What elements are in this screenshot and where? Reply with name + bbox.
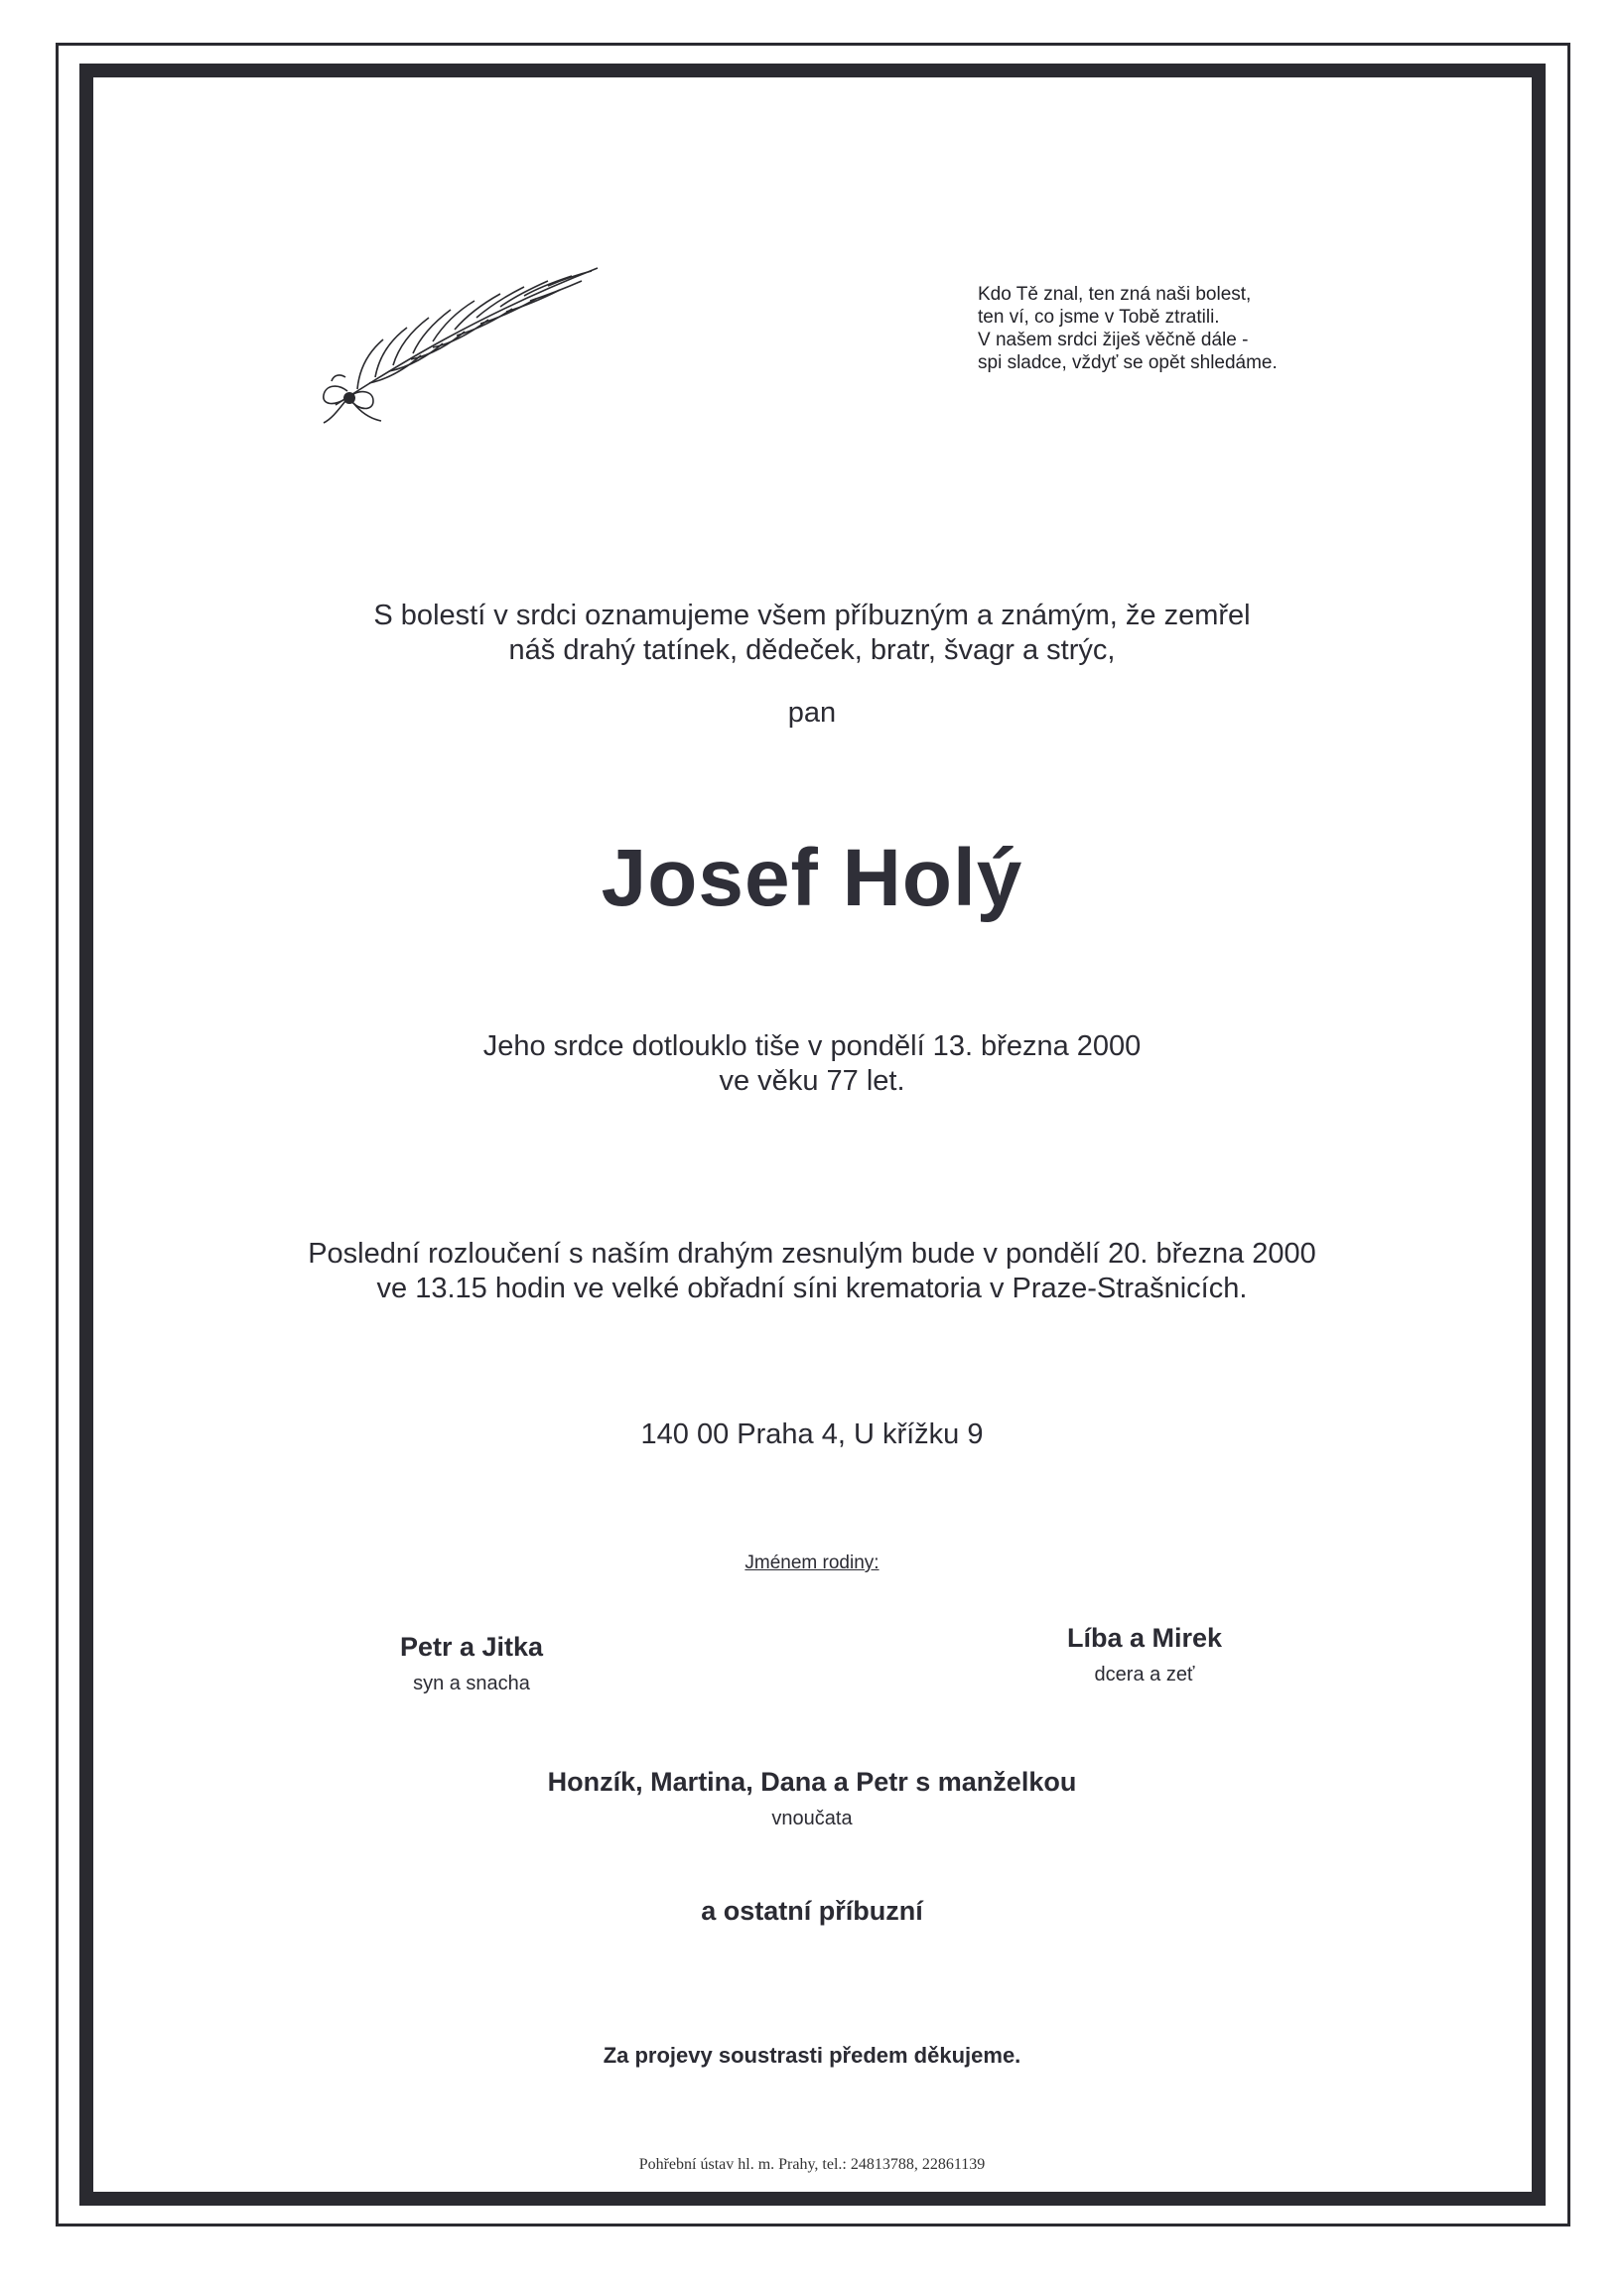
mourner-daughter — [1006, 1623, 1284, 1686]
death-line: ve věku 77 let. — [719, 1065, 905, 1097]
intro-line: S bolestí v srdci oznamujeme všem příbuzným a známým, že zemřel — [373, 600, 1251, 631]
mourner-name: Líba a Mirek — [1066, 1623, 1223, 1653]
verse-line: ten ví, co jsme v Tobě ztratili. — [978, 307, 1220, 328]
epitaph-verse — [978, 283, 1278, 374]
announcement-intro — [0, 599, 1624, 668]
mourner-role: syn a snacha — [413, 1673, 530, 1694]
verse-line: V našem srdci žiješ věčně dále - — [978, 330, 1249, 350]
funeral-line: Poslední rozloučení s naším drahým zesnulým bude v pondělí 20. března 2000 — [308, 1238, 1316, 1270]
palm-branch-icon — [318, 256, 606, 425]
mourner-grandchildren — [0, 1767, 1624, 1830]
death-notice — [0, 1029, 1624, 1099]
thanks-note: Za projevy soustrasti předem děkujeme. — [603, 2043, 1021, 2068]
salutation: pan — [787, 697, 837, 729]
verse-line: Kdo Tě znal, ten zná naši bolest, — [978, 284, 1252, 305]
intro-line: náš drahý tatínek, dědeček, bratr, švagr a strýc, — [508, 634, 1116, 666]
death-line: Jeho srdce dotlouklo tiše v pondělí 13. března 2000 — [482, 1030, 1142, 1062]
mourner-name: Honzík, Martina, Dana a Petr s manželkou — [547, 1767, 1077, 1797]
family-heading-label: Jménem rodiny: — [744, 1552, 880, 1573]
funeral-line: ve 13.15 hodin ve velké obřadní síni krematoria v Praze-Strašnicích. — [376, 1273, 1248, 1304]
deceased-name: Josef Holý — [601, 833, 1023, 923]
mourner-role: vnoučata — [771, 1808, 853, 1829]
mourner-son — [333, 1632, 610, 1695]
mourning-border — [79, 64, 1546, 2206]
verse-line: spi sladce, vždyť se opět shledáme. — [978, 352, 1278, 373]
funeral-home-footer: Pohřební ústav hl. m. Prahy, tel.: 24813788, 22861139 — [638, 2156, 986, 2173]
family-address: 140 00 Praha 4, U křížku 9 — [640, 1418, 984, 1450]
family-heading — [0, 1552, 1624, 1574]
mourner-name: Petr a Jitka — [399, 1632, 544, 1662]
mourner-role: dcera a zeť — [1094, 1664, 1195, 1686]
funeral-info — [0, 1237, 1624, 1306]
other-relatives: a ostatní příbuzní — [701, 1896, 923, 1926]
